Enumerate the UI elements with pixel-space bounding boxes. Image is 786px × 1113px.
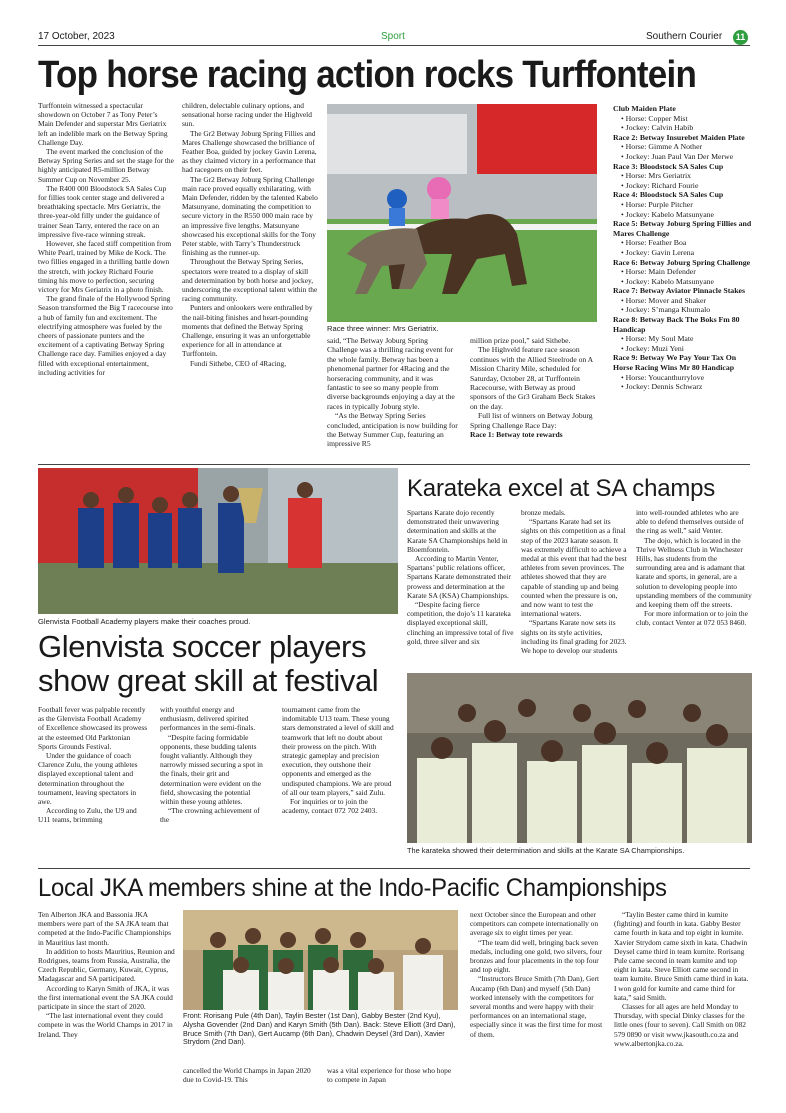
issue-date: 17 October, 2023 bbox=[38, 31, 115, 42]
result-item bbox=[613, 104, 755, 133]
karate-headline: Karateka excel at SA champs bbox=[407, 475, 716, 502]
horse-name: • Horse: Mrs Geriatrix bbox=[621, 171, 692, 181]
paragraph: Full list of winners on Betway Joburg Spring Challenge Race Day: bbox=[470, 411, 593, 430]
paragraph: Fundi Sithebe, CEO of 4Racing, bbox=[190, 358, 287, 368]
results-start: Race 1: Betway tote rewards bbox=[470, 430, 563, 440]
paragraph: Spartans Karate dojo recently demonstrated their unwavering determination and skills at the Karate SA Championships held in Bloemfontein. bbox=[407, 508, 508, 554]
paragraph: with youthful energy and enthusiasm, delivered spirited performances in the semi-finals. bbox=[160, 705, 256, 733]
horse-photo-caption: Race three winner: Mrs Geriatrix. bbox=[327, 324, 439, 333]
paragraph: Ten Alberton JKA and Bassonia JKA members were part of the SA JKA team that competed at the Indo-Pacific Championships in Mauritius last month. bbox=[38, 910, 171, 947]
paragraph: “Despite facing formidable opponents, these budding talents fought valiantly. Although they narrowly missed securing a spot in the finals, their grit and determination were evident on the field, showcasing the potential within these young athletes. bbox=[160, 732, 263, 807]
result-item bbox=[613, 258, 755, 287]
jockey-name: • Jockey: Kabelo Matsunyane bbox=[621, 276, 715, 286]
paragraph: According to Zulu, the U9 and U11 teams, brimming bbox=[38, 806, 137, 825]
paragraph: For inquiries or to join the academy, contact 072 702 2403. bbox=[282, 797, 378, 816]
race-name: Club Maiden Plate bbox=[613, 104, 676, 113]
paragraph: next October since the European and other competitors can compete internationally on average six to eight times per year. bbox=[470, 910, 599, 938]
paragraph: Classes for all ages are held Monday to Thursday, with special Dinky classes for the little ones (four to seven). Call Smith on 082 579 0890 or visit www.jkasouth.co.za and www.albertonjka.co.za. bbox=[614, 1002, 746, 1048]
result-item bbox=[613, 162, 755, 191]
paragraph: cancelled the World Champs in Japan 2020 due to Covid-19. This bbox=[183, 1066, 311, 1085]
soccer-col-1 bbox=[38, 705, 148, 865]
race-name: Race 2: Betway Insurebet Maiden Plate bbox=[613, 132, 745, 142]
paragraph: The Gr2 Betway Joburg Spring Challenge main race proved equally exhilarating, with Main Defender, ridden by the talented Kabelo Matsunyane, dominating the competition to secure victory in the R550 000 main race by an impressive five lengths. Matsunyane showcased his exceptional skills for the Tony Peter stable, with Tarry’s Thunderstruck finishing as the runner-up. bbox=[182, 174, 318, 258]
paragraph: was a vital experience for those who hope to compete in Japan bbox=[327, 1066, 452, 1085]
jka-photo-caption: Front: Rorisang Pule (4th Dan), Taylin Bester (1st Dan), Gabby Bester (2nd Kyu), Alysha Govender (2nd Dan) and Karyn Smith (5th Dan). Back: Steve Elliott (3rd Dan), Bruce Smith (7th Dan), Gert Aucamp (6th Dan), Chadwin Deysel (3rd Dan), Xavier Strydom (2nd Dan). bbox=[183, 1011, 456, 1047]
paragraph: The Highveld feature race season continues with the Allied Steelrode on A Mission Charity Mile, scheduled for Saturday, October 28, at Turffontein Racecourse, with Betway as proud sponsors of the Gr3 Graham Beck Stakes on the day. bbox=[470, 345, 596, 411]
paragraph: Turffontein witnessed a spectacular showdown on October 7 as Tony Peter’s Main Defender and superstar Mrs Geriatrix left an indelible mark on the Betway Spring Challenge Day. bbox=[38, 101, 168, 147]
jka-col-2 bbox=[183, 1066, 313, 1088]
horse-col-4 bbox=[470, 336, 600, 456]
horse-name: • Horse: Gimme A Nother bbox=[621, 142, 703, 152]
jockey-name: • Jockey: Richard Fourie bbox=[621, 180, 699, 190]
paragraph: “Spartans Karate now sets its sights on its style activities, including its final grading for 2023. We hope to develop our students bbox=[521, 618, 627, 656]
paragraph: Throughout the Betway Spring Series, spectators were treated to a display of skill and determination by both horse and jockey, underscoring the exceptional talent within the racing community. bbox=[182, 257, 318, 304]
race-name: Race 7: Betway Aviator Pinnacle Stakes bbox=[613, 286, 746, 296]
page-number: 11 bbox=[735, 32, 746, 42]
paragraph: In addition to hosts Mauritius, Reunion and Rodrigues, teams from Russia, Australia, the Czech Republic, Germany, Kuwait, Cyprus, Madagascar and SA participated. bbox=[38, 946, 175, 984]
karate-col-3 bbox=[636, 508, 752, 666]
jockey-name: • Jockey: Juan Paul Van Der Merwe bbox=[621, 151, 734, 161]
jka-team-photo bbox=[183, 910, 458, 1010]
soccer-headline: Glenvista soccer players show great skill at festival bbox=[38, 629, 379, 698]
paragraph: “The last international event they could compete in was the World Champs in 2017 in Ireland. They bbox=[38, 1011, 173, 1039]
paragraph: The grand finale of the Hollywood Spring Season transformed the Big T racecourse into a hub of family fun and excitement. The electrifying atmosphere was fueled by the cheers of passionate punters and the excitement of a captivating Betway Spring Challenge race day. Families enjoyed a day filled with exceptional entertainment, including activities for bbox=[38, 294, 173, 377]
soccer-col-3 bbox=[282, 705, 396, 865]
paragraph: Under the guidance of coach Clarence Zulu, the young athletes displayed exceptional talent and determination throughout the tournament, leaving spectators in awe. bbox=[38, 751, 138, 807]
paragraph: Punters and onlookers were enthralled by the nail-biting finishes and heart-pounding moments that defined the Betway Spring Challenge, ensuring it was an unforgettable experience for all in attendance at Turffontein. bbox=[182, 303, 313, 359]
paragraph: “Despite facing fierce competition, the dojo’s 11 karateka displayed exceptional skill, clinching an impressive total of five gold, three silver and six bbox=[407, 600, 514, 646]
horse-col-3 bbox=[327, 336, 459, 456]
result-item bbox=[613, 286, 755, 315]
result-item bbox=[613, 219, 755, 257]
paragraph: The dojo, which is located in the Thrive Wellness Club in Winchester Hills, has students from the surrounding area and is adamant that karate and sports, in general, are a solution to developing people into upstanding members of the community and keeping them off the streets. bbox=[636, 535, 752, 610]
jockey-name: • Jockey: Kabelo Matsunyane bbox=[621, 209, 715, 219]
race-name: Race 6: Betway Joburg Spring Challenge bbox=[613, 257, 751, 267]
paragraph: tournament came from the indomitable U13 team. These young stars demonstrated a level of skill and teamwork that left no doubt about their prowess on the pitch. With strategic gameplay and precision execution, they outshone their opponents and emerged as the undisputed champions. We are proud of all our team players,” said Zulu. bbox=[282, 705, 394, 797]
paragraph: The Gr2 Betway Joburg Spring Fillies and Mares Challenge showcased the brilliance of Feather Boa, guided by jockey Gavin Lerena, as they claimed victory in a performance that had racegoers on their feet. bbox=[182, 128, 317, 175]
section-rule bbox=[38, 464, 750, 465]
page-number-badge bbox=[733, 30, 748, 45]
paper-name: Southern Courier bbox=[646, 31, 723, 42]
race-name: Race 4: Bloodstock SA Sales Cup bbox=[613, 190, 724, 200]
karate-col-1 bbox=[407, 508, 514, 666]
paragraph: The event marked the conclusion of the Betway Spring Series and set the stage for the highly anticipated R5-million Betway Summer Cup on November 25. bbox=[38, 147, 174, 184]
horse-name: • Horse: Purple Pitcher bbox=[621, 199, 693, 209]
jockey-name: • Jockey: Muzi Yeni bbox=[621, 343, 684, 353]
paragraph: bronze medals. bbox=[521, 508, 566, 517]
soccer-photo-caption: Glenvista Football Academy players make their coaches proud. bbox=[38, 617, 251, 626]
horse-name: • Horse: Mover and Shaker bbox=[621, 295, 707, 305]
jka-col-4 bbox=[470, 910, 604, 1078]
header-rule bbox=[38, 45, 750, 46]
jka-headline: Local JKA members shine at the Indo-Pacific Championships bbox=[38, 874, 667, 902]
paragraph: However, she faced stiff competition from White Pearl, trained by Mike de Kock. The two fillies engaged in a thrilling battle down the stretch, with jockey Richard Fourie timing his move to perfection, securing victory for Mrs Geriatrix in a photo finish. bbox=[38, 239, 172, 295]
race-name: Race 5: Betway Joburg Spring Fillies and Mares Challenge bbox=[613, 219, 752, 238]
paragraph: According to Karyn Smith of JKA, it was the first international event the SA JKA could participate in since the start of 2020. bbox=[38, 983, 173, 1012]
jockey-name: • Jockey: S’manga Khumalo bbox=[621, 305, 711, 315]
paragraph: into well-rounded athletes who are able to defend themselves outside of the ring as well,” said Venter. bbox=[636, 508, 744, 536]
karate-col-2 bbox=[521, 508, 629, 666]
paragraph: The R400 000 Bloodstock SA Sales Cup for fillies took center stage and delivered a breathtaking spectacle. Mrs Geriatrix, the three-year-old filly under the guidance of trainer Sean Tarry, entered the race on an impressive five-race winning streak. bbox=[38, 183, 167, 239]
paragraph: “As the Betway Spring Series concluded, anticipation is now building for the Betway Summer Cup, featuring an impressive R5 bbox=[327, 411, 458, 449]
paragraph: For more information or to join the club, contact Venter at 072 053 8460. bbox=[636, 609, 748, 628]
jka-col-5 bbox=[614, 910, 750, 1078]
paragraph: “Spartans Karate had set its sights on this competition as a final step of the 2023 karate season. It was extremely difficult to achieve a medal at this event that had the best athletes from seven provinces. The athletes showed that they are capable of standing up and being counted when the pressure is on, and now want to test the international waters. bbox=[521, 517, 627, 619]
jockey-name: • Jockey: Dennis Schwarz bbox=[621, 382, 703, 392]
jka-col-3 bbox=[327, 1066, 458, 1088]
paragraph: According to Martin Venter, Spartans’ public relations officer, Spartans Karate demonstrated their prowess and determination at the Karate SA (KSA) Championships. bbox=[407, 554, 512, 600]
race-name: Race 8: Betway Back The Boks Fm 80 Handicap bbox=[613, 315, 740, 334]
jka-col-1 bbox=[38, 910, 175, 1078]
horse-name: • Horse: Copper Mist bbox=[621, 113, 688, 123]
paragraph: children, delectable culinary options, and sensational horse racing under the Highveld sun. bbox=[182, 101, 312, 129]
horse-name: • Horse: Youcanthurrylove bbox=[621, 372, 705, 382]
race-name: Race 3: Bloodstock SA Sales Cup bbox=[613, 161, 724, 171]
horse-col-1 bbox=[38, 101, 174, 457]
horse-race-photo bbox=[327, 104, 597, 322]
result-item bbox=[613, 190, 755, 219]
horse-name: • Horse: My Soul Mate bbox=[621, 334, 694, 344]
jockey-name: • Jockey: Calvin Habib bbox=[621, 123, 694, 133]
result-item bbox=[613, 133, 755, 162]
paragraph: said, “The Betway Joburg Spring Challenge was a thrilling racing event for the whole family. Betway has been a phenomenal partner for 4Racing and the horseracing community, and it was fantastic to see so many people from diverse backgrounds enjoying a day at the races in typically Joburg style. bbox=[327, 336, 455, 411]
paragraph: million prize pool,” said Sithebe. bbox=[470, 336, 571, 345]
karate-team-photo bbox=[407, 673, 752, 843]
horse-col-2 bbox=[182, 101, 318, 457]
section-label: Sport bbox=[381, 31, 405, 42]
karate-photo-caption: The karateka showed their determination and skills at the Karate SA Championships. bbox=[407, 846, 685, 855]
result-item bbox=[613, 353, 755, 391]
paragraph: “Taylin Bester came third in kumite (fighting) and fourth in kata. Gabby Bester came fourth in kata and top eight in kumite. Xavier Strydom came sixth in kata. Chadwin Deysel came third in team kumite. Rorisang Pule came second in team kumite and top eight in kata. Steve Elliott came second in team kumite. Bruce Smith came third in kata. I won gold for kumite and came third for kata,” said Smith. bbox=[614, 910, 749, 1002]
soccer-col-2 bbox=[160, 705, 270, 865]
paragraph: Football fever was palpable recently as the Glenvista Football Academy of Excellence showcased its prowess at the esteemed Old Parktonian Sports Grounds Festival. bbox=[38, 705, 148, 751]
horse-headline: Top horse racing action rocks Turffontein bbox=[38, 54, 697, 96]
horse-name: • Horse: Main Defender bbox=[621, 267, 696, 277]
paragraph: “Instructors Bruce Smith (7th Dan), Gert Aucamp (6th Dan) and myself (5th Dan) worked intensely with the competitors for several months and were happy with their performances on an international stage, especially since it was the first time for most of them. bbox=[470, 974, 603, 1039]
section-rule bbox=[38, 868, 750, 869]
paragraph: “The crowning achievement of the bbox=[160, 806, 260, 825]
soccer-team-photo bbox=[38, 468, 398, 614]
result-item bbox=[613, 315, 755, 353]
paragraph: “The team did well, bringing back seven medals, including one gold, two silvers, four bronzes and four placements in the top four and top eight. bbox=[470, 937, 602, 975]
jockey-name: • Jockey: Gavin Lerena bbox=[621, 247, 695, 257]
horse-name: • Horse: Feather Boa bbox=[621, 238, 687, 248]
race-name: Race 9: Betway We Pay Your Tax On Horse Racing Wins Mr 80 Handicap bbox=[613, 353, 737, 373]
results-list bbox=[613, 104, 755, 462]
